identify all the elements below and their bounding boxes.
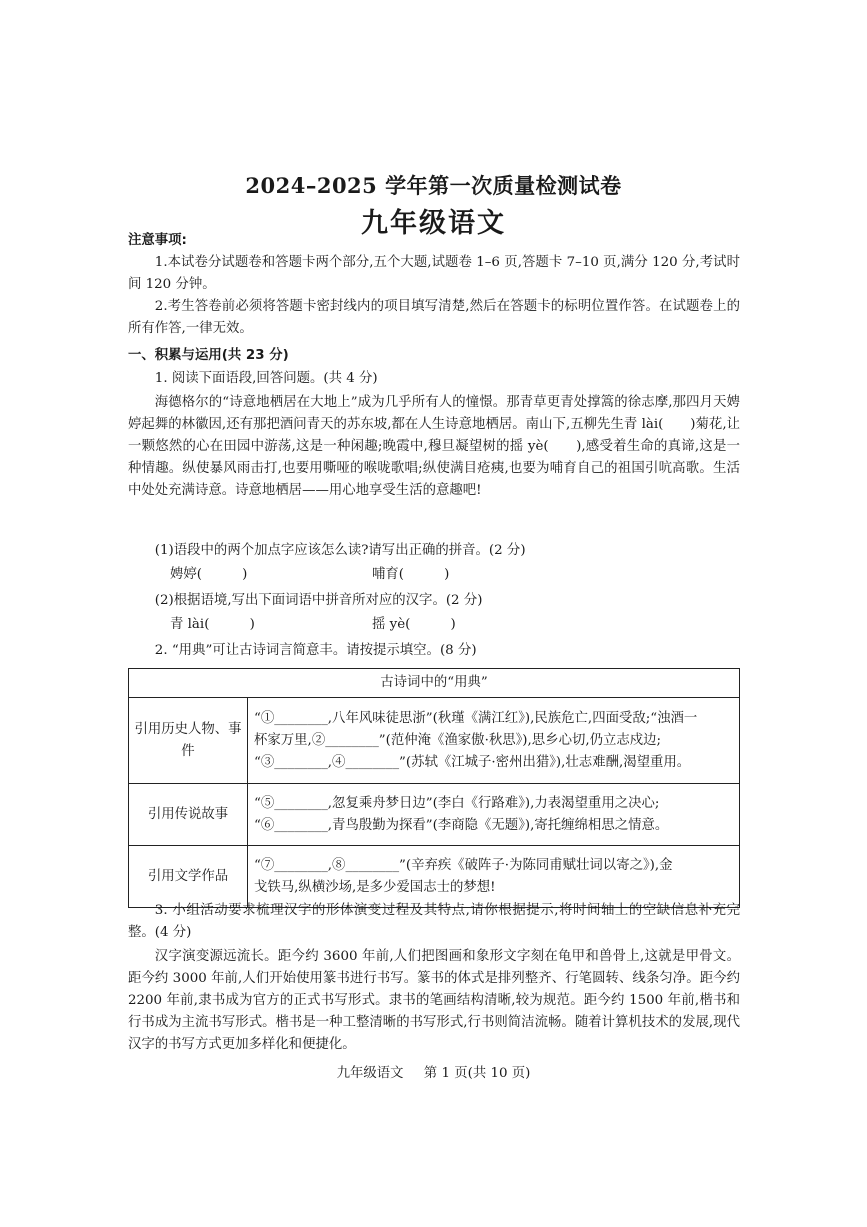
allusion-table-header: 古诗词中的“用典” xyxy=(129,669,740,698)
allusion-line: “③________,④________”(苏轼《江城子·密州出猎》),壮志难酬,渴望重用。 xyxy=(254,754,691,770)
exam-title: 2024–2025 学年第一次质量检测试卷 xyxy=(245,173,622,198)
q3-title: 3. 小组活动要求梳理汉字的形体演变过程及其特点,请你根据提示,将时间轴上的空缺信息补充完整。(4 分) xyxy=(128,903,740,940)
q1-passage: 海德格尔的“诗意地栖居在大地上”成为几乎所有人的憧憬。那青草更青处撑篙的徐志摩,那四月天娉婷起舞的林徽因,还有那把酒问青天的苏东坡,都在人生诗意地栖居。南山下,五柳先生青 lài( )菊花,让一颗悠然的心在田园中游荡,这是一种闲趣;晚霞中,穆旦凝望树的摇 yè( ),感受着生命的真谛,这是一种情趣。纵使暴风雨击打,也要用嘶哑的喉咙歌唱;纵使满目疮痍,也要为哺育自己的祖国引吭高歌。生活中处处充满诗意。诗意地栖居——用心地享受生活的意趣吧! xyxy=(128,395,740,498)
notes-item-1: 1.本试卷分试题卷和答题卡两个部分,五个大题,试题卷 1–6 页,答题卡 7–10 页,满分 120 分,考试时间 120 分钟。 xyxy=(128,255,740,292)
section1-heading: 一、积累与运用(共 23 分) xyxy=(128,348,289,363)
q1-sub1-answer-a: 娉婷( ) xyxy=(170,567,248,582)
q1-sub2: (2)根据语境,写出下面词语中拼音所对应的汉字。(2 分) xyxy=(154,593,483,608)
q1-sub2-answer-b: 摇 yè( ) xyxy=(372,617,456,632)
q3-passage: 汉字演变源远流长。距今约 3600 年前,人们把图画和象形文字刻在龟甲和兽骨上,这就是甲骨文。距今约 3000 年前,人们开始使用篆书进行书写。篆书的体式是排列整齐、行笔圆转、线条匀净。距今约 2200 年前,隶书成为官方的正式书写形式。隶书的笔画结构清晰,较为规范。距今约 1500 年前,楷书和行书成为主流书写形式。楷书是一种工整清晰的书写形式,行书则简洁流畅。随着计算机技术的发展,现代汉字的书写方式更加多样化和便捷化。 xyxy=(128,949,740,1052)
page-footer xyxy=(0,1062,867,1081)
allusion-row-content xyxy=(248,846,740,908)
q1-sub1-answer-b: 哺育( ) xyxy=(372,567,450,582)
exam-subject-title: 九年级语文 xyxy=(361,208,506,239)
footer-page-number: 第 1 页(共 10 页) xyxy=(423,1066,531,1081)
allusion-line: “⑦________,⑧________”(辛弃疾《破阵子·为陈同甫赋壮词以寄之》),金 xyxy=(254,857,673,873)
allusion-line: 杯家万里,②________”(范仲淹《渔家傲·秋思》),思乡心切,仍立志戍边; xyxy=(254,732,662,748)
notes-heading: 注意事项: xyxy=(128,233,187,248)
footer-subject: 九年级语文 xyxy=(336,1066,404,1081)
allusion-row-content xyxy=(248,698,740,784)
q1-title: 1. 阅读下面语段,回答问题。(共 4 分) xyxy=(154,371,378,386)
allusion-row-content xyxy=(248,784,740,846)
q2-title: 2. “用典”可让古诗词言简意丰。请按提示填空。(8 分) xyxy=(154,643,477,658)
allusion-table xyxy=(128,668,740,908)
allusion-line: “①________,八年风味徒思浙”(秋瑾《满江红》),民族危亡,四面受敌;“浊酒一 xyxy=(254,710,698,726)
allusion-line: “⑥________,青鸟殷勤为探看”(李商隐《无题》),寄托缠绵相思之情意。 xyxy=(254,817,669,833)
q1-sub1: (1)语段中的两个加点字应该怎么读?请写出正确的拼音。(2 分) xyxy=(154,543,526,558)
allusion-row-label: 引用文学作品 xyxy=(129,846,248,908)
q1-sub2-answer-a: 青 lài( ) xyxy=(170,617,255,632)
allusion-line: 戈铁马,纵横沙场,是多少爱国志士的梦想! xyxy=(254,879,496,895)
notes-item-2: 2.考生答卷前必须将答题卡密封线内的项目填写清楚,然后在答题卡的标明位置作答。在试题卷上的所有作答,一律无效。 xyxy=(128,299,740,336)
allusion-line: “⑤________,忽复乘舟梦日边”(李白《行路难》),力表渴望重用之决心; xyxy=(254,795,660,811)
allusion-row-label: 引用历史人物、事件 xyxy=(129,698,248,784)
allusion-row-label: 引用传说故事 xyxy=(129,784,248,846)
